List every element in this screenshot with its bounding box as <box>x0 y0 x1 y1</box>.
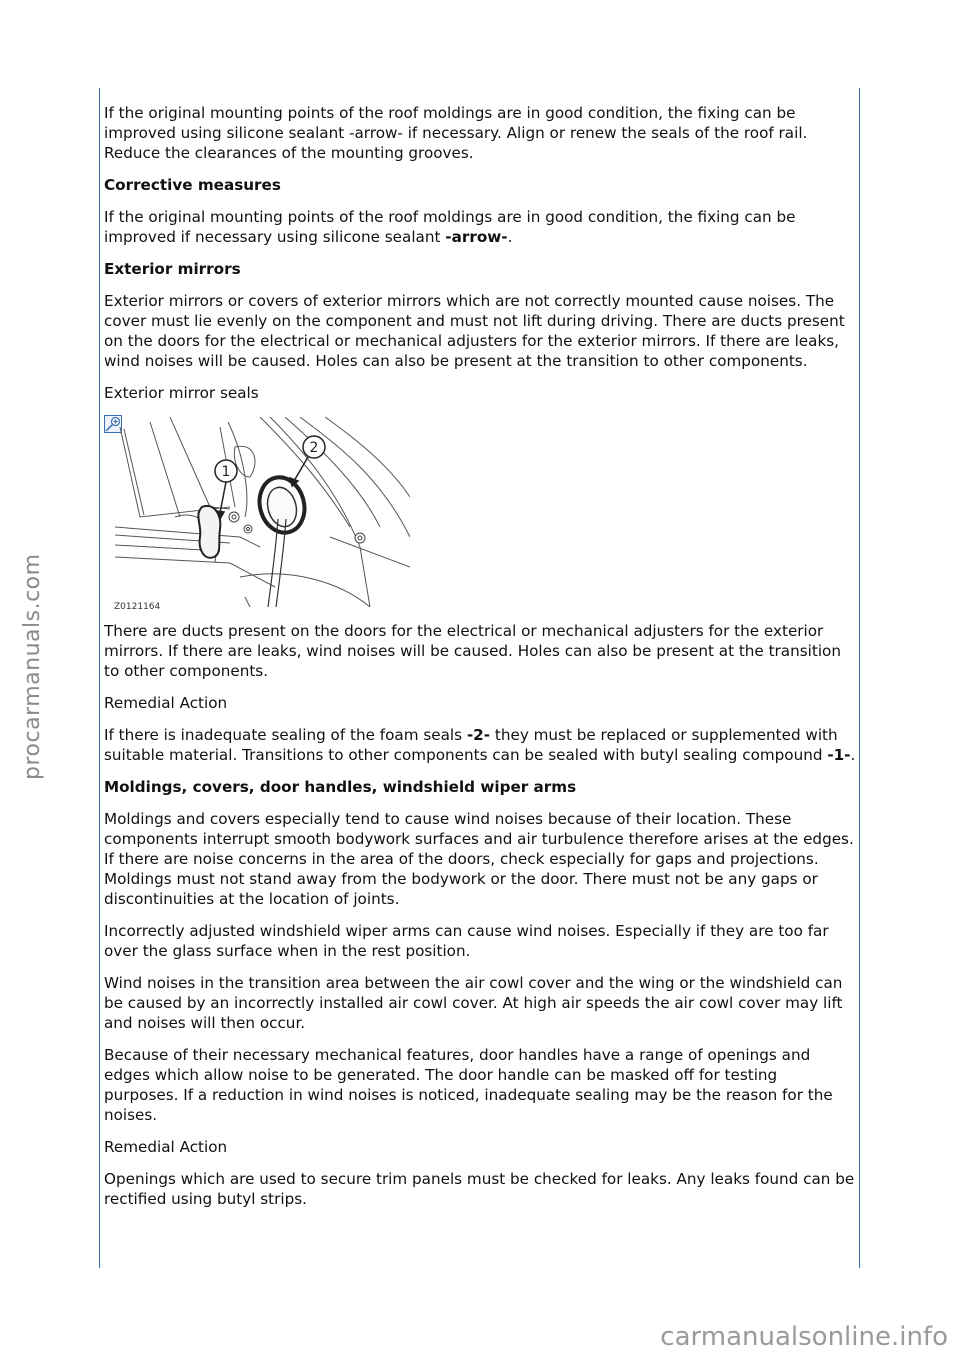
left-margin-rule <box>99 88 100 1268</box>
paragraph-text: If there is inadequate sealing of the foam seals <box>104 726 467 744</box>
callout-reference-1: -1- <box>827 746 851 764</box>
subheading: Remedial Action <box>104 694 228 712</box>
callout-1-label: 1 <box>221 464 231 480</box>
figure-code: Z0121164 <box>114 602 161 612</box>
side-watermark: procarmanuals.com <box>20 553 45 780</box>
paragraph: If the original mounting points of the roof moldings are in good condition, the fixing can be improved using silicone sealant -arrow- if necessary. Align or renew the seals of the roof rail. Reduce the clearances of the mounting grooves. <box>104 104 808 162</box>
paragraph-text: If the original mounting points of the roof moldings are in good condition, the fixing can be improved if necessary using silicone sealant <box>104 208 796 246</box>
document-body <box>104 103 856 1221</box>
exterior-mirror-seals-figure <box>104 415 404 612</box>
subheading: Remedial Action <box>104 1138 228 1156</box>
paragraph-text: they must be replaced or supplemented with suitable material. Transitions to other components can be sealed with butyl sealing compound <box>104 726 838 764</box>
section-heading: Moldings, covers, door handles, windshield wiper arms <box>104 778 577 796</box>
paragraph: Because of their necessary mechanical features, door handles have a range of openings and edges which allow noise to be generated. The door handle can be masked off for testing purposes. If a reduction in wind noises is noticed, inadequate sealing may be the reason for the noises. <box>104 1046 833 1124</box>
arrow-reference: -arrow- <box>445 228 508 246</box>
paragraph <box>104 207 856 247</box>
paragraph <box>104 725 856 765</box>
page-number-mark: · · · · · <box>412 1302 462 1311</box>
paragraph: Wind noises in the transition area between the air cowl cover and the wing or the windshield can be caused by an incorrectly installed air cowl cover. At high air speeds the air cowl cover may lift and noises will then occur. <box>104 974 843 1032</box>
paragraph: Exterior mirrors or covers of exterior mirrors which are not correctly mounted cause noises. The cover must lie evenly on the component and must not lift during driving. There are ducts present on the doors for the electrical or mechanical adjusters for the exterior mirrors. If there are leaks, wind noises will be caused. Holes can also be present at the transition to other components. <box>104 292 845 370</box>
callout-reference-2: -2- <box>466 726 491 744</box>
bottom-watermark: carmanualsonline.info <box>660 1322 948 1352</box>
door-mirror-illustration <box>110 417 410 607</box>
paragraph: Moldings and covers especially tend to cause wind noises because of their location. These components interrupt smooth bodywork surfaces and air turbulence therefore arises at the edges. If there are noise concerns in the area of the doors, check especially for gaps and projections. Moldings must not stand away from the bodywork or the door. There must not be any gaps or discontinuities at the location of joints. <box>104 810 854 908</box>
section-heading: Corrective measures <box>104 176 281 194</box>
paragraph: Openings which are used to secure trim panels must be checked for leaks. Any leaks found can be rectified using butyl strips. <box>104 1170 855 1208</box>
paragraph: There are ducts present on the doors for the electrical or mechanical adjusters for the exterior mirrors. If there are leaks, wind noises will be caused. Holes can also be present at the transition to other components. <box>104 622 841 680</box>
paragraph-text: . <box>507 228 513 246</box>
paragraph: Incorrectly adjusted windshield wiper arms can cause wind noises. Especially if they are too far over the glass surface when in the rest position. <box>104 922 829 960</box>
figure-caption: Exterior mirror seals <box>104 384 259 402</box>
section-heading: Exterior mirrors <box>104 260 241 278</box>
right-margin-rule <box>859 88 860 1268</box>
paragraph-text: . <box>850 746 856 764</box>
callout-2-label: 2 <box>309 440 319 456</box>
